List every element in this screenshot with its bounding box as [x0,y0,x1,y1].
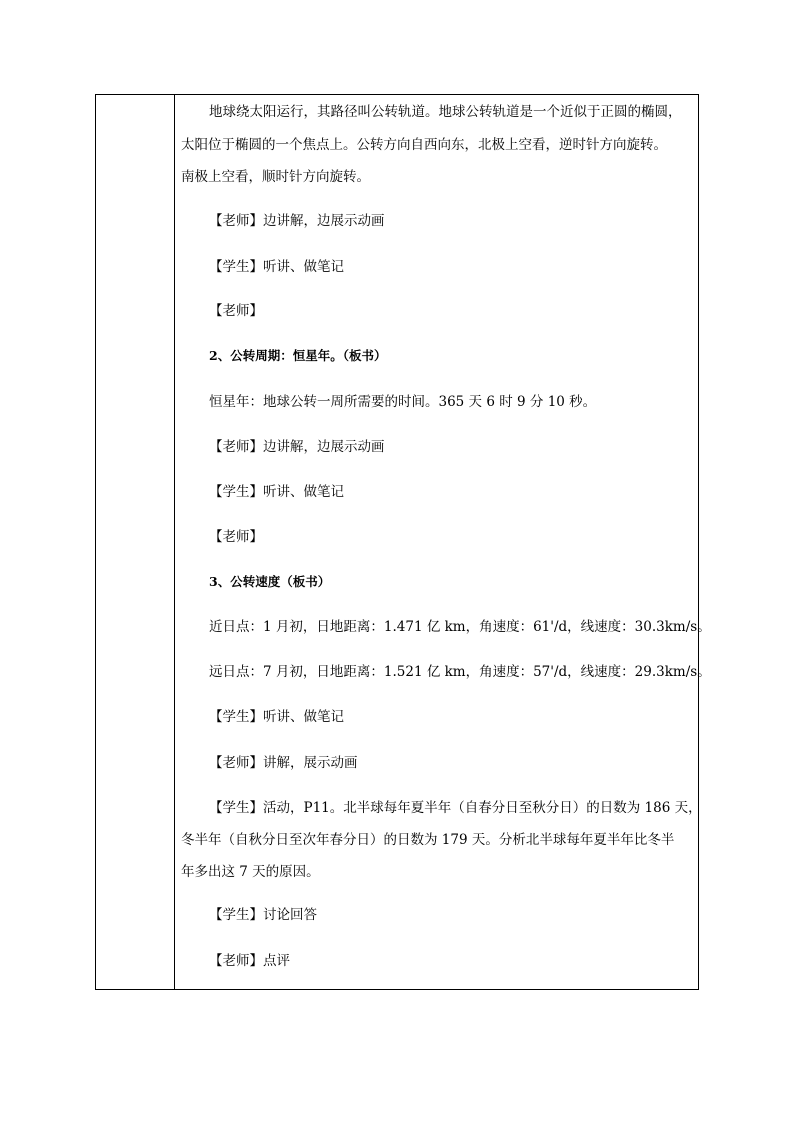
student-listen-3: 【学生】听讲、做笔记 [209,709,344,725]
student-listen-2: 【学生】听讲、做笔记 [209,484,344,500]
teacher-1: 【老师】 [209,303,263,319]
perihelion-text: 近日点：1 月初，日地距离：1.471 亿 km，角速度：61'/d，线速度：30.3km/s。 [209,619,711,635]
teacher-2: 【老师】 [209,529,263,545]
student-discuss: 【学生】讨论回答 [209,907,317,923]
table-left-column [96,95,175,989]
teacher-explain-3: 【老师】讲解，展示动画 [209,755,358,771]
orbit-paragraph-line-3: 南极上空看，顺时针方向旋转。 [181,169,370,185]
heading-orbital-speed: 3、公转速度（板书） [209,574,331,589]
activity-line-3: 年多出这 7 天的原因。 [181,864,320,880]
table-content-cell [175,95,711,989]
teacher-explain-2: 【老师】边讲解，边展示动画 [209,439,385,455]
activity-line-2: 冬半年（自秋分日至次年春分日）的日数为 179 天。分析北半球每年夏半年比冬半 [181,832,675,848]
orbit-paragraph-line-2: 太阳位于椭圆的一个焦点上。公转方向自西向东，北极上空看，逆时针方向旋转。 [181,137,667,153]
aphelion-text: 远日点：7 月初，日地距离：1.521 亿 km，角速度：57'/d，线速度：29.3km/s。 [209,664,711,680]
orbit-paragraph-line-1: 地球绕太阳运行，其路径叫公转轨道。地球公转轨道是一个近似于正圆的椭圆， [209,104,682,120]
heading-orbital-period: 2、公转周期：恒星年。（板书） [209,348,387,363]
sidereal-year-text: 恒星年：地球公转一周所需要的时间。365 天 6 时 9 分 10 秒。 [209,394,597,410]
lesson-table [95,94,711,990]
activity-line-1: 【学生】活动，P11。北半球每年夏半年（自春分日至秋分日）的日数为 186 天， [209,800,702,816]
teacher-explain-1: 【老师】边讲解，边展示动画 [209,213,385,229]
teacher-comment: 【老师】点评 [209,953,290,969]
student-listen-1: 【学生】听讲、做笔记 [209,259,344,275]
